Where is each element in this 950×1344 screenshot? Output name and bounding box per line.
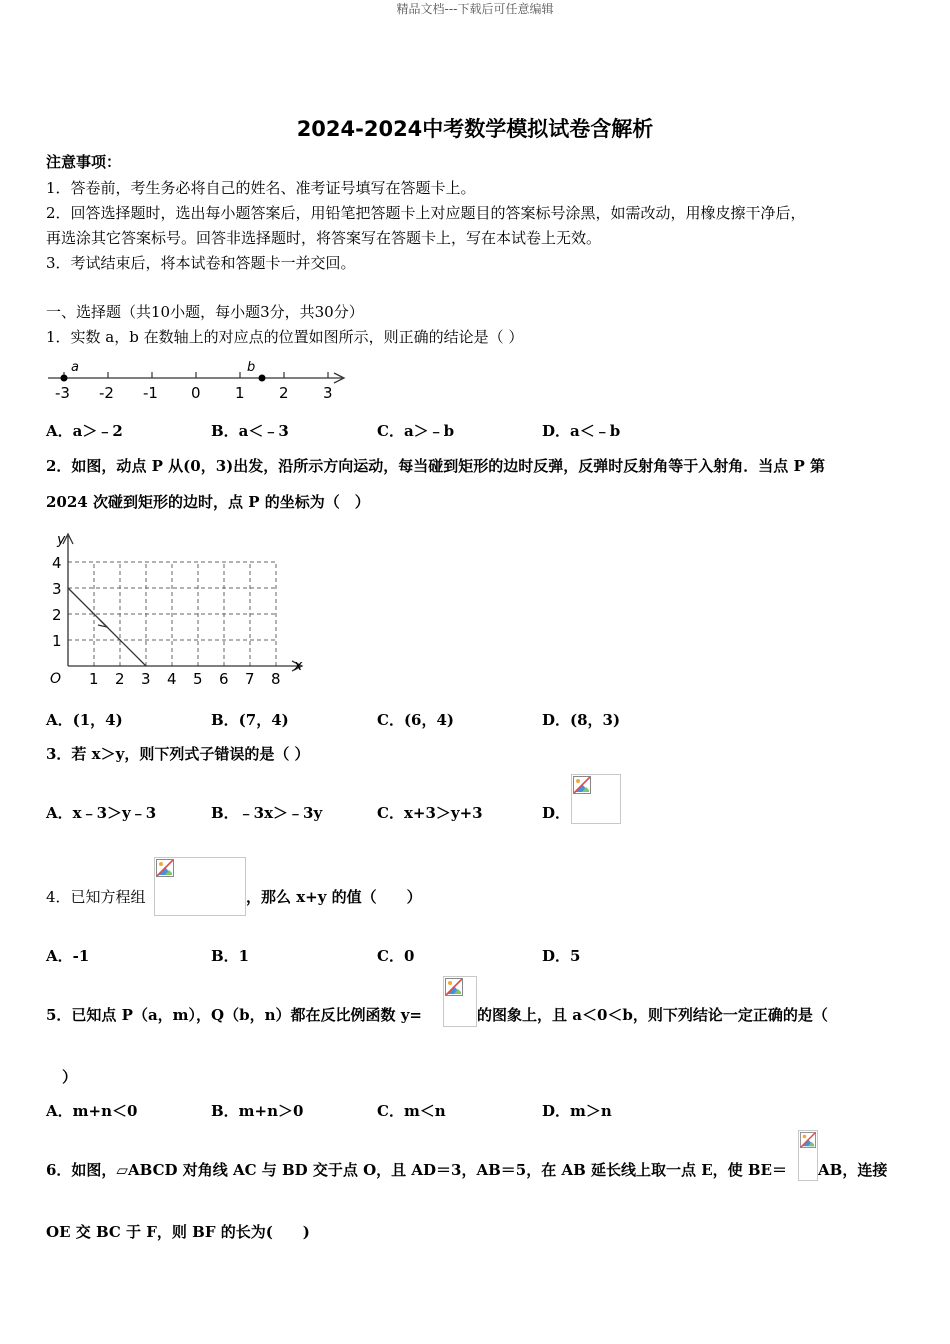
x-tick-label: 2 [115,670,125,688]
notes-item-2b: 再选涂其它答案标号。回答非选择题时，将答案写在答题卡上，写在本试卷上无效。 [46,229,602,247]
broken-image-icon [800,1132,816,1148]
q4-equation-broken-image [154,857,246,916]
page-title: 2024-2024中考数学模拟试卷含解析 [296,117,654,141]
x-tick-label: 3 [141,670,151,688]
point-b-label: b [247,360,256,375]
q3-option-d[interactable]: D． [542,804,571,822]
number-line-tick-label: 2 [279,384,289,402]
q2-option-a[interactable]: A．(1，4) [46,711,123,729]
notes-item-3: 3．考试结束后，将本试卷和答题卡一并交回。 [46,254,356,272]
point-b [259,375,266,382]
y-tick-label: 3 [52,580,62,598]
broken-image-icon [573,776,591,794]
notes-item-1: 1．答卷前，考生务必将自己的姓名、准考证号填写在答题卡上。 [46,179,476,197]
q1-option-b[interactable]: B．a＜﹣3 [211,422,289,440]
number-line-tick-label: 3 [323,384,333,402]
x-tick-label: 5 [193,670,203,688]
q5-option-c[interactable]: C．m＜n [377,1102,446,1120]
y-tick-label: 1 [52,632,62,650]
q4-stem-post: ，那么 x+y 的值（ ） [246,888,422,906]
number-line-tick-label: -3 [55,384,70,402]
q2-grid-figure [44,528,314,690]
number-line-tick-label: -2 [99,384,114,402]
q1-option-c[interactable]: C．a＞﹣b [377,422,455,440]
q2-stem-line1: 2．如图，动点 P 从(0，3)出发，沿所示方向运动，每当碰到矩形的边时反弹，反弹时反射角等于入射角．当点 P 第 [46,457,825,475]
q4-option-c[interactable]: C．0 [377,947,415,965]
x-tick-label: 1 [89,670,99,688]
x-tick-label: 8 [271,670,281,688]
q3-option-d-broken-image [571,774,621,824]
q5-stem-pre: 5．已知点 P（a，m），Q（b，n）都在反比例函数 y= [46,1006,422,1024]
broken-image-icon [445,978,463,996]
q5-function-broken-image [443,976,477,1027]
point-a-label: a [71,360,79,375]
q4-option-b[interactable]: B．1 [211,947,250,965]
y-axis-label: y [57,532,66,548]
q3-option-b[interactable]: B．﹣3x＞﹣3y [211,804,323,822]
origin-label: O [50,671,62,687]
y-tick-label: 4 [52,554,62,572]
notes-item-2a: 2．回答选择题时，选出每小题答案后，用铅笔把答题卡上对应题目的答案标号涂黑，如需改动，用橡皮擦干净后， [46,204,806,222]
q6-fraction-broken-image [798,1130,818,1181]
q4-option-d[interactable]: D．5 [542,947,581,965]
number-line-tick-label: 1 [235,384,245,402]
q4-stem-pre: 4．已知方程组 [46,888,146,906]
q5-option-d[interactable]: D．m＞n [542,1102,612,1120]
q1-number-line [44,358,354,404]
notes-heading: 注意事项： [46,153,122,171]
q5-stem-close: ） [62,1068,78,1086]
q2-option-c[interactable]: C．(6，4) [377,711,455,729]
q5-option-b[interactable]: B．m+n＞0 [211,1102,304,1120]
q3-option-a[interactable]: A．x﹣3＞y﹣3 [46,804,157,822]
path-arrow [98,620,107,627]
q2-option-d[interactable]: D．(8，3) [542,711,621,729]
q3-option-c[interactable]: C．x+3＞y+3 [377,804,483,822]
x-tick-label: 7 [245,670,255,688]
x-axis-label: x [294,658,303,674]
q5-stem-post: 的图象上，且 a＜0＜b，则下列结论一定正确的是（ [477,1006,828,1024]
q6-stem-line2: OE 交 BC 于 F，则 BF 的长为( ) [46,1223,310,1241]
x-tick-label: 4 [167,670,177,688]
number-line-tick-label: -1 [143,384,158,402]
q6-stem-post: AB，连接 [818,1161,888,1179]
q1-option-a[interactable]: A．a＞﹣2 [46,422,123,440]
y-tick-label: 2 [52,606,62,624]
q2-stem-line2: 2024 次碰到矩形的边时，点 P 的坐标为（ ） [46,493,370,511]
q4-option-a[interactable]: A．-1 [46,947,90,965]
x-tick-label: 6 [219,670,229,688]
page-header: 精品文档---下载后可任意编辑 [396,2,554,16]
section-heading: 一、选择题（共10小题，每小题3分，共30分） [46,303,364,321]
q5-option-a[interactable]: A．m+n＜0 [46,1102,138,1120]
number-line-tick-label: 0 [191,384,201,402]
q6-stem-pre: 6．如图，▱ABCD 对角线 AC 与 BD 交于点 O，且 AD＝3，AB＝5，在 AB 延长线上取一点 E，使 BE＝ [46,1161,787,1179]
q2-option-b[interactable]: B．(7，4) [211,711,289,729]
q3-stem: 3．若 x＞y，则下列式子错误的是（ ） [46,745,310,763]
point-a [61,375,68,382]
q1-option-d[interactable]: D．a＜﹣b [542,422,621,440]
broken-image-icon [156,859,174,877]
q1-stem: 1．实数 a，b 在数轴上的对应点的位置如图所示，则正确的结论是（ ） [46,328,524,346]
